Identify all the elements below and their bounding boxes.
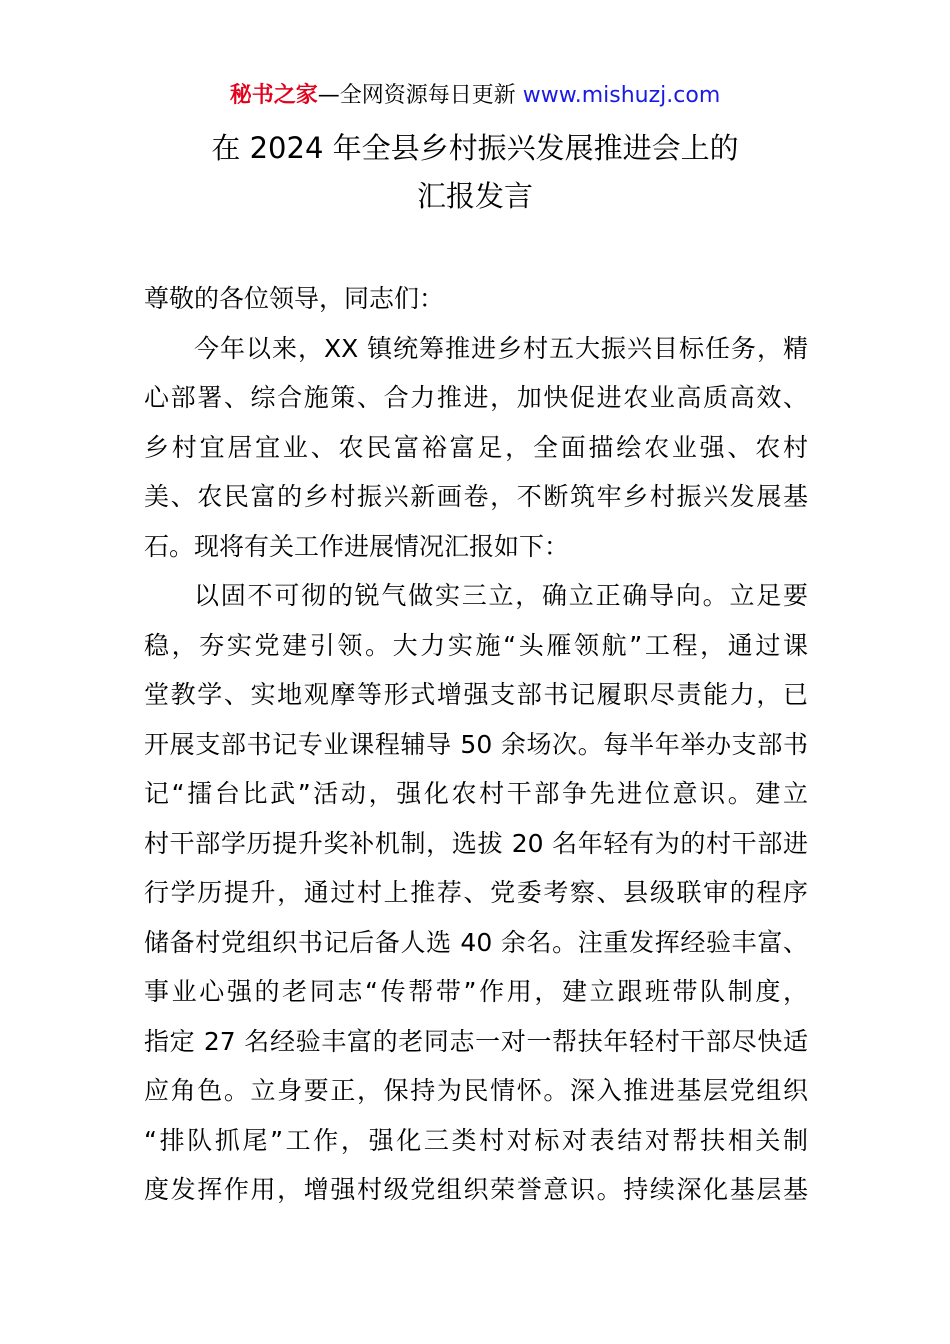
site-url-link[interactable]: www.mishuzj.com — [522, 83, 721, 108]
text-line: 行学历提升，通过村上推荐、党委考察、县级联审的程序 — [144, 878, 808, 907]
brand-name: 秘书之家 — [229, 83, 318, 108]
text-line: 度发挥作用，增强村级党组织荣誉意识。持续深化基层基 — [144, 1175, 808, 1204]
text-line: “排队抓尾”工作，强化三类村对标对表结对帮扶相关制 — [144, 1125, 808, 1155]
text-line: 石。现将有关工作进展情况汇报如下： — [144, 531, 570, 561]
site-header — [0, 80, 950, 112]
text-line: 指定 27 名经验丰富的老同志一对一帮扶年轻村干部尽快适 — [144, 1026, 808, 1056]
text-line: 今年以来，XX 镇统筹推进乡村五大振兴目标任务，精 — [194, 333, 808, 363]
text-line: 事业心强的老同志“传帮带”作用，建立跟班带队制度， — [144, 977, 808, 1006]
text-line: 美、农民富的乡村振兴新画卷，不断筑牢乡村振兴发展基 — [144, 482, 808, 511]
text-line: 应角色。立身要正，保持为民情怀。深入推进基层党组织 — [144, 1076, 808, 1105]
document-body — [144, 274, 808, 1215]
salutation: 尊敬的各位领导，同志们： — [144, 284, 445, 313]
text-line: 心部署、综合施策、合力推进，加快促进农业高质高效、 — [144, 383, 808, 412]
text-line: 以固不可彻的锐气做实三立，确立正确导向。立足要 — [194, 581, 808, 610]
header-tagline: —全网资源每日更新 — [317, 83, 523, 108]
text-line: 堂教学、实地观摩等形式增强支部书记履职尽责能力，已 — [144, 680, 808, 709]
text-line: 稳，夯实党建引领。大力实施“头雁领航”工程，通过课 — [144, 630, 808, 660]
text-line: 开展支部书记专业课程辅导 50 余场次。每半年举办支部书 — [144, 729, 808, 759]
text-line: 村干部学历提升奖补机制，选拔 20 名年轻有为的村干部进 — [144, 828, 808, 858]
document-title-line1: 在 2024 年全县乡村振兴发展推进会上的 — [211, 131, 739, 165]
text-line: 乡村宜居宜业、农民富裕富足，全面描绘农业强、农村 — [144, 432, 808, 462]
text-line: 储备村党组织书记后备人选 40 余名。注重发挥经验丰富、 — [144, 927, 808, 957]
document-title-line2: 汇报发言 — [416, 179, 533, 213]
text-line: 记“擂台比武”活动，强化农村干部争先进位意识。建立 — [144, 779, 808, 808]
